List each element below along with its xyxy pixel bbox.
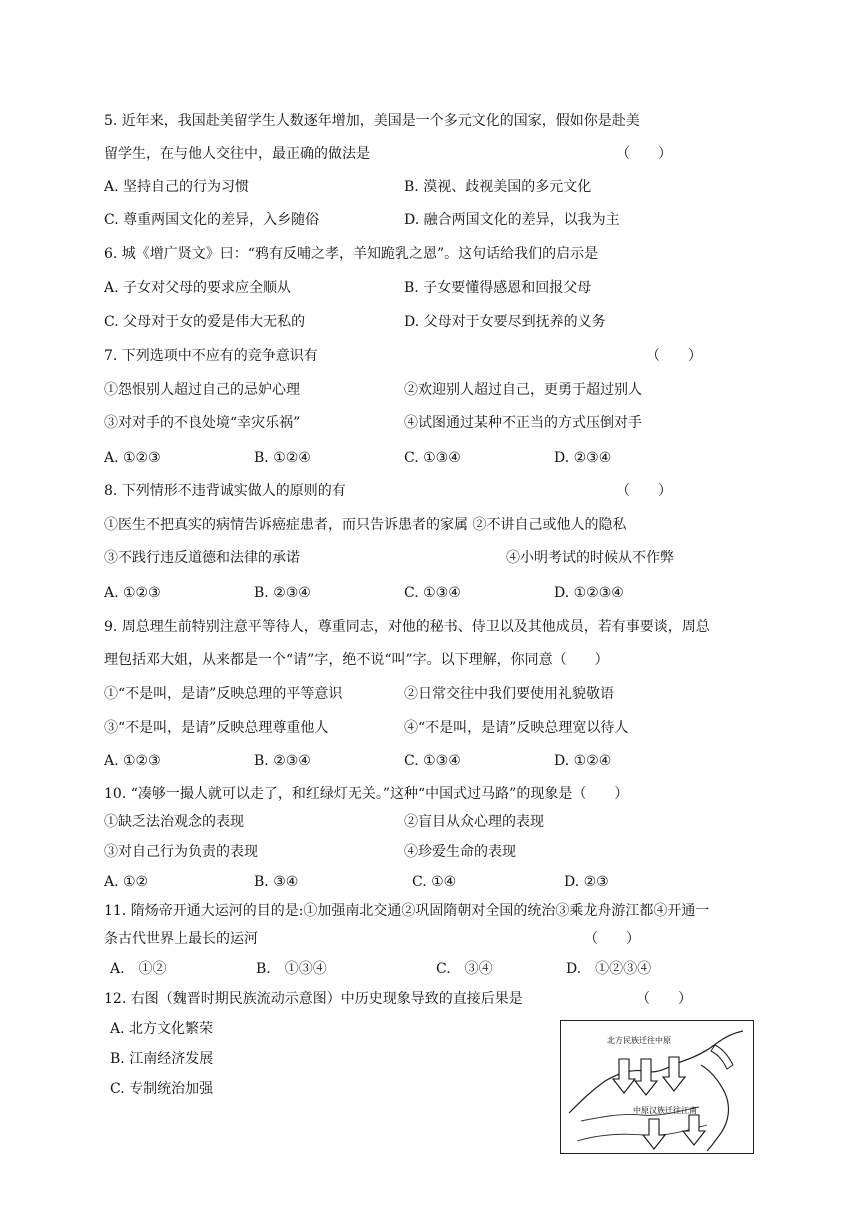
- q9-item-4: ④“不是叫，是请”反映总理宽以待人: [404, 720, 629, 736]
- q9-option-d: D. ①②④: [554, 753, 612, 769]
- q10-option-d: D. ②③: [564, 874, 609, 890]
- q5-option-d: D. 融合两国文化的差异，以我为主: [404, 212, 620, 228]
- q7-option-d: D. ②③④: [554, 450, 612, 466]
- q12-option-c: C. 专制统治加强: [110, 1081, 214, 1097]
- peninsula-shape: [711, 1045, 733, 1069]
- q8-item-1-2: ①医生不把真实的病情告诉癌症患者，而只告诉患者的家属 ②不讲自己或他人的隐私: [104, 517, 627, 533]
- q11-option-c: C. ③④: [436, 961, 493, 977]
- q7-item-4: ④试图通过某种不正当的方式压倒对手: [404, 415, 642, 431]
- q8-stem-line1: 8. 下列情形不违背诚实做人的原则的有: [104, 483, 346, 499]
- map-label-south: 中原汉族迁往江南: [633, 1106, 697, 1115]
- q6-stem-line1: 6. 城《增广贤文》曰：“鸦有反哺之孝，羊知跪乳之恩”。这句话给我们的启示是: [104, 246, 599, 262]
- q6-option-b: B. 子女要懂得感恩和回报父母: [404, 280, 592, 296]
- q10-stem-line1: 10. “凑够一撮人就可以走了，和红绿灯无关。”这种“中国式过马路”的现象是（ ）: [104, 786, 629, 802]
- q6-option-c: C. 父母对于女的爱是伟大无私的: [104, 314, 306, 330]
- q9-item-2: ②日常交往中我们要使用礼貌敬语: [404, 686, 614, 702]
- q8-option-d: D. ①②③④: [554, 585, 624, 601]
- q12-stem-line1: 12. 右图（魏晋时期民族流动示意图）中历史现象导致的直接后果是: [104, 991, 523, 1007]
- q7-item-3: ③对对手的不良处境“幸灾乐祸”: [104, 415, 301, 431]
- q9-option-b: B. ②③④: [254, 753, 311, 769]
- q5-option-c: C. 尊重两国文化的差异，入乡随俗: [104, 212, 320, 228]
- north-migration-arrows: [613, 1057, 685, 1095]
- q10-item-3: ③对自己行为负责的表现: [104, 844, 258, 860]
- q11-option-b: B. ①③④: [256, 961, 327, 977]
- q9-option-c: C. ①③④: [404, 753, 461, 769]
- q7-option-c: C. ①③④: [404, 450, 461, 466]
- q12-option-b: B. 江南经济发展: [110, 1051, 214, 1067]
- q8-answer-paren: （ ）: [616, 483, 672, 499]
- q11-option-d: D. ①②③④: [566, 961, 652, 977]
- migration-map-drawing: [561, 1021, 753, 1153]
- south-migration-arrows: [643, 1115, 705, 1149]
- map-label-north: 北方民族迁往中原: [607, 1036, 671, 1045]
- q5-option-b: B. 漠视、歧视美国的多元文化: [404, 179, 592, 195]
- q9-stem-line2: 理包括邓大姐，从来都是一个“请”字，绝不说“叫”字。以下理解，你同意（ ）: [104, 652, 609, 668]
- q11-option-a: A. ①②: [110, 961, 167, 977]
- q5-answer-paren: （ ）: [616, 146, 672, 162]
- q10-item-4: ④珍爱生命的表现: [404, 844, 516, 860]
- q9-stem-line1: 9. 周总理生前特别注意平等待人，尊重同志，对他的秘书、侍卫以及其他成员，若有事要谈，周总: [104, 619, 710, 635]
- q8-item-4: ④小明考试的时候从不作弊: [506, 550, 674, 566]
- q10-item-2: ②盲目从众心理的表现: [404, 814, 544, 830]
- q7-stem-line1: 7. 下列选项中不应有的竞争意识有: [104, 348, 318, 364]
- q8-option-a: A. ①②③: [104, 585, 161, 601]
- migration-map: [560, 1020, 754, 1154]
- q10-item-1: ①缺乏法治观念的表现: [104, 814, 244, 830]
- q5-stem-line2: 留学生，在与他人交往中，最正确的做法是: [104, 146, 370, 162]
- q6-option-d: D. 父母对于女要尽到抚养的义务: [404, 314, 606, 330]
- q12-option-a: A. 北方文化繁荣: [110, 1021, 214, 1037]
- q8-option-c: C. ①③④: [404, 585, 461, 601]
- q5-stem-line1: 5. 近年来，我国赴美留学生人数逐年增加，美国是一个多元文化的国家，假如你是赴美: [104, 113, 640, 129]
- q5-option-a: A. 坚持自己的行为习惯: [104, 179, 250, 195]
- arrow-south-1: [643, 1119, 665, 1149]
- q7-item-2: ②欢迎别人超过自己，更勇于超过别人: [404, 382, 642, 398]
- q7-item-1: ①怨恨别人超过自己的忌妒心理: [104, 382, 300, 398]
- q10-option-a: A. ①②: [104, 874, 149, 890]
- q11-stem-line1: 11. 隋炀帝开通大运河的目的是:①加强南北交通②巩固隋朝对全国的统治③乘龙舟游江都④开通一: [104, 903, 710, 919]
- q6-option-a: A. 子女对父母的要求应全顺从: [104, 280, 292, 296]
- q8-option-b: B. ②③④: [254, 585, 311, 601]
- q9-option-a: A. ①②③: [104, 753, 161, 769]
- q12-answer-paren: （ ）: [636, 991, 692, 1007]
- q8-item-3: ③不践行违反道德和法律的承诺: [104, 550, 300, 566]
- q10-option-b: B. ③④: [254, 874, 299, 890]
- q7-option-a: A. ①②③: [104, 450, 161, 466]
- arrow-north-2: [635, 1059, 657, 1095]
- q7-option-b: B. ①②④: [254, 450, 311, 466]
- q11-answer-paren: （ ）: [584, 931, 640, 947]
- q7-answer-paren: （ ）: [646, 348, 702, 364]
- east-coast-line: [701, 1065, 728, 1151]
- q10-option-c: C. ①④: [412, 874, 457, 890]
- q9-item-1: ①“不是叫，是请”反映总理的平等意识: [104, 686, 343, 702]
- q11-stem-line2: 条古代世界上最长的运河: [104, 931, 258, 947]
- q9-item-3: ③“不是叫，是请”反映总理尊重他人: [104, 720, 329, 736]
